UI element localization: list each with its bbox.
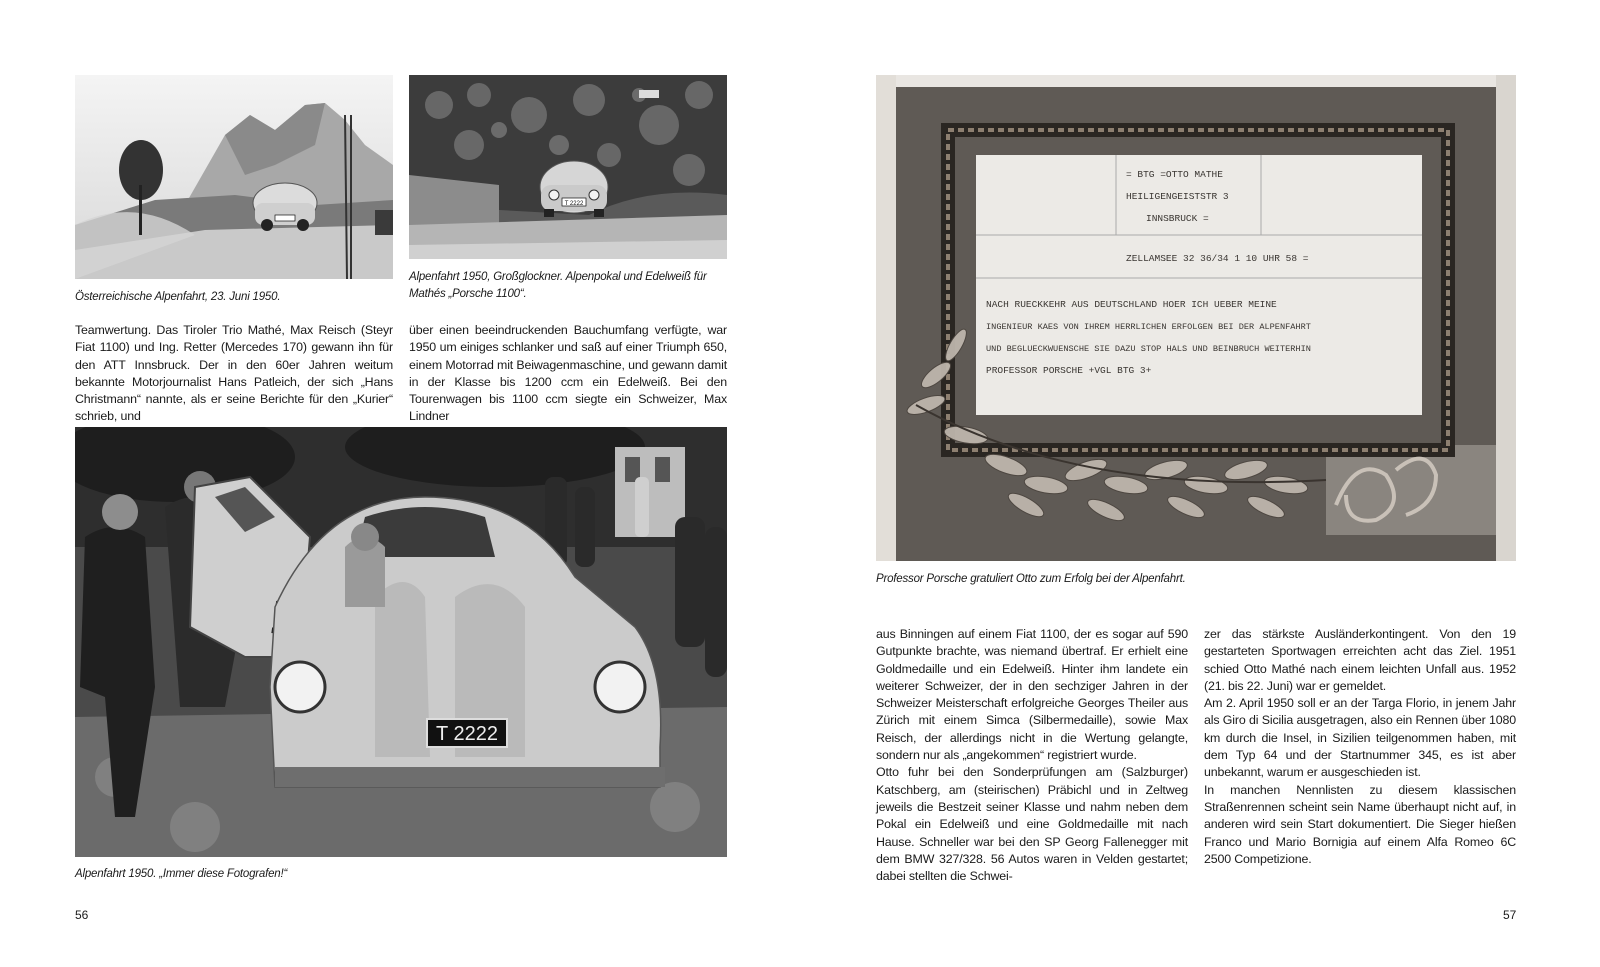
page-number-left: 56 — [75, 908, 89, 922]
photo-alpine-race-road — [75, 75, 393, 279]
page-number-right: 57 — [1503, 908, 1517, 922]
left-col-1: Teamwertung. Das Tiroler Trio Mathé, Max Reisch (Steyr Fiat 1100) und Ing. Retter (Mercedes 170) gewann ihn für den ATT Innsbruck. Der in den 60er Jahren weitum bekannte Motorjournalist Hans Patleich, der sich „Hans Christmann“ nannte, als er seine Berichte für den „Kurier“ schrieb, und — [75, 323, 393, 424]
left-col-2: über einen beeindruckenden Bauchumfang verfügte, war 1950 um einiges schlanker und saß auf einer Triumph 650, einem Motorrad mit Beiwagenmaschine, und gewann damit in der Klasse bis 1200 ccm ein Edelweiß. Bei den Tourenwagen bis 1100 ccm siegte ein Schweizer, Max Lindner — [409, 323, 727, 424]
right-col-2-paragraph: zer das stärkste Ausländerkontingent. Von den 19 gestarteten Sportwagen erreichten acht das Ziel. 1951 schied Otto Mathé nach einem leichten Unfall aus. 1952 (21. bis 22. Juni) war er gemeldet. — [1204, 627, 1516, 693]
telegram-line-2: HEILIGENGEISTSTR 3 — [1126, 191, 1229, 202]
photo2-plate: T 2222 — [564, 201, 584, 207]
telegram-line-5: NACH RUECKKEHR AUS DEUTSCHLAND HOER ICH UEBER MEINE — [986, 299, 1277, 310]
photo3-caption: Alpenfahrt 1950. „Immer diese Fotografen!“ — [75, 868, 288, 880]
photo-car-138-crowd — [75, 427, 727, 857]
right-col-2-paragraph: Am 2. April 1950 soll er an der Targa Florio, in jenem Jahr als Giro di Sicilia ausgetragen, also ein Rennen über 1080 km durch die Insel, in Sizilien teilgenommen haben, mit dem Typ 64 und der Startnummer 345, es ist aber unbekannt, warum er ausgeschieden ist. — [1204, 696, 1516, 780]
right-col-1 — [876, 626, 1188, 885]
right-col-1-paragraph: Otto fuhr bei den Sonderprüfungen am (Salzburger) Katschberg, am (steirischen) Präbichl und in Zeltweg jeweils die Bestzeit seiner Klasse und nahm neben dem Pokal ein Edelweiß und eine Goldmedaille mit nach Hause. Schneller war bei den SP Georg Fallenegger mit dem BMW 327/328. 56 Autos waren in Velden gestartet; dabei stellten die Schwei- — [876, 765, 1188, 884]
telegram-caption: Professor Porsche gratuliert Otto zum Erfolg bei der Alpenfahrt. — [876, 573, 1186, 585]
telegram-line-7: UND BEGLUECKWUENSCHE SIE DAZU STOP HALS UND BEINBRUCH WEITERHIN — [986, 344, 1311, 354]
telegram-photo — [876, 75, 1516, 561]
telegram-line-1: = BTG =OTTO MATHE — [1126, 169, 1223, 180]
car-plate: T 2222 — [436, 723, 498, 745]
photo2-caption: Alpenfahrt 1950, Großglockner. Alpenpokal und Edelweiß für Mathés „Porsche 1100“. — [409, 271, 707, 300]
photo-grossglockner-car — [409, 75, 727, 259]
right-col-2 — [1204, 626, 1516, 868]
right-col-1-paragraph: aus Binningen auf einem Fiat 1100, der es sogar auf 590 Gutpunkte brachte, was niemand übertraf. Er erhielt eine Goldmedaille und ein Edelweiß. Hinter ihm landete ein weiterer Schweizer, der in den sechziger Jahren in der Schweizer Meisterschaft erfolgreiche Georges Theiler aus Zürich mit einem Simca (Silbermedaille), sowie Max Reisch, der allerdings nicht in die Wertung gelangte, sondern nur als „angekommen“ registriert wurde. — [876, 627, 1188, 763]
telegram-line-6: INGENIEUR KAES VON IHREM HERRLICHEN ERFOLGEN BEI DER ALPENFAHRT — [986, 322, 1311, 332]
right-page — [800, 0, 1600, 967]
telegram-line-4: ZELLAMSEE 32 36/34 1 10 UHR 58 = — [1126, 253, 1309, 264]
telegram-line-3: INNSBRUCK = — [1146, 213, 1209, 224]
telegram-line-8: PROFESSOR PORSCHE +VGL BTG 3+ — [986, 365, 1152, 376]
right-col-2-paragraph: In manchen Nennlisten zu diesem klassischen Straßenrennen scheint sein Name überhaupt nicht auf, in anderen wird sein Start dokumentiert. Die Sieger hießen Franco und Mario Bornigia auf einem Alfa Romeo 6C 2500 Competizione. — [1204, 782, 1516, 866]
photo1-caption: Österreichische Alpenfahrt, 23. Juni 1950. — [75, 291, 281, 303]
